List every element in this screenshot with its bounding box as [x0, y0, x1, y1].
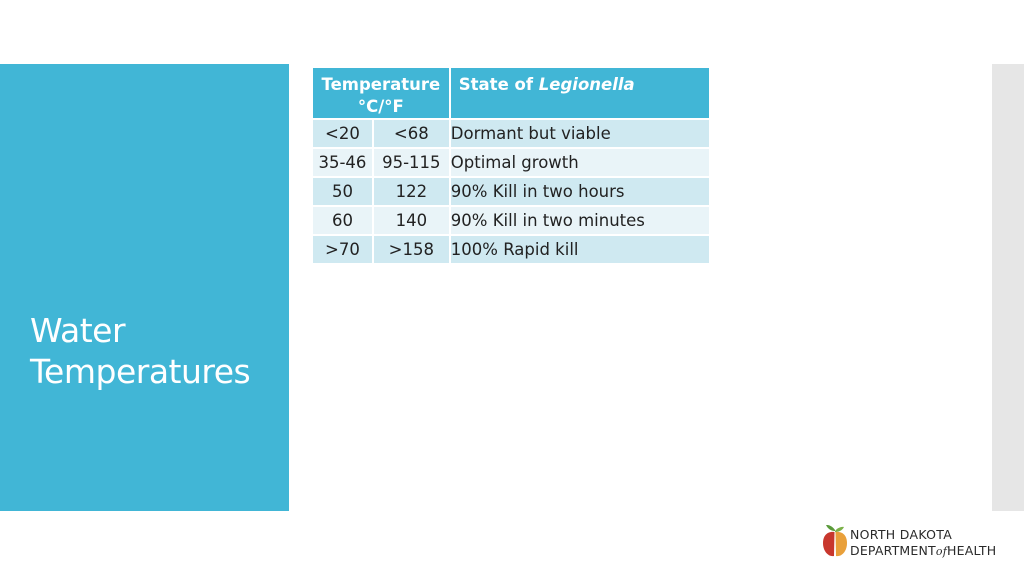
header-state-prefix: State of	[458, 75, 539, 94]
table-row	[312, 206, 710, 235]
nd-health-logo	[822, 522, 1017, 562]
header-temperature-units: °C/°F	[357, 97, 404, 116]
scrollbar-strip	[992, 64, 1024, 511]
logo-word-health: HEALTH	[947, 543, 997, 558]
table-row	[312, 119, 710, 148]
header-state	[450, 67, 710, 119]
header-state-organism: Legionella	[538, 75, 635, 94]
cell-celsius: <20	[312, 119, 373, 148]
table-row	[312, 235, 710, 264]
logo-text-department	[850, 543, 996, 558]
cell-state: 90% Kill in two hours	[450, 177, 710, 206]
header-temperature-label: Temperature	[321, 75, 441, 94]
table-header-row	[312, 67, 710, 119]
apple-logo-icon	[822, 522, 848, 558]
temperature-table	[311, 66, 711, 265]
title-panel	[0, 64, 289, 511]
cell-celsius: 50	[312, 177, 373, 206]
cell-celsius: 35-46	[312, 148, 373, 177]
cell-fahrenheit: >158	[373, 235, 450, 264]
cell-fahrenheit: 122	[373, 177, 450, 206]
table-row	[312, 148, 710, 177]
cell-fahrenheit: 140	[373, 206, 450, 235]
table-row	[312, 177, 710, 206]
cell-state: 100% Rapid kill	[450, 235, 710, 264]
cell-state: Dormant but viable	[450, 119, 710, 148]
slide-title: Water Temperatures	[30, 311, 251, 391]
cell-state: Optimal growth	[450, 148, 710, 177]
cell-celsius: 60	[312, 206, 373, 235]
cell-celsius: >70	[312, 235, 373, 264]
header-temperature	[312, 67, 450, 119]
cell-fahrenheit: 95-115	[373, 148, 450, 177]
logo-text-state: NORTH DAKOTA	[850, 527, 953, 542]
logo-word-department: DEPARTMENT	[850, 543, 936, 558]
cell-state: 90% Kill in two minutes	[450, 206, 710, 235]
logo-word-of: of	[935, 545, 948, 558]
cell-fahrenheit: <68	[373, 119, 450, 148]
